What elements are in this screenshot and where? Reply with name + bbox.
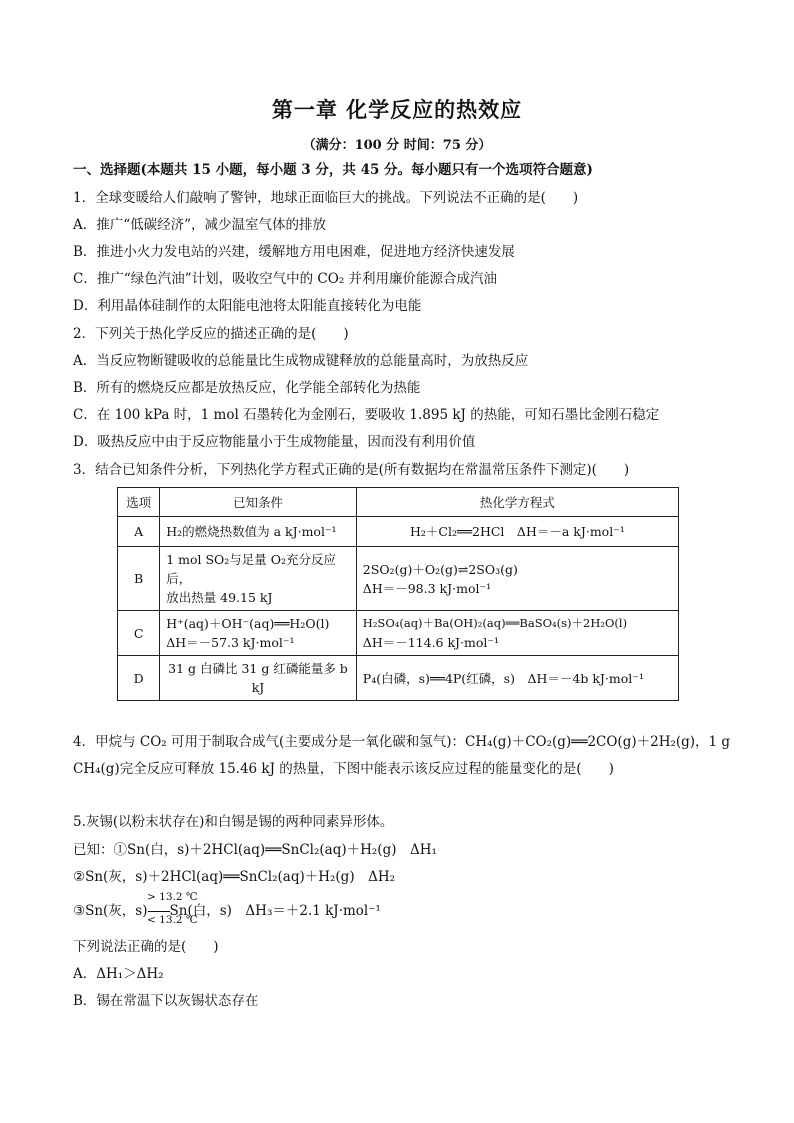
section-heading: 一、选择题(本题共 15 小题，每小题 3 分，共 45 分。每小题只有一个选项符合题意)	[73, 162, 593, 178]
q2-option-d: D．吸热反应中由于反应物能量小于生成物能量，因而没有利用价值	[73, 434, 476, 450]
table-header-row	[118, 488, 679, 517]
q5-option-b: B．锡在常温下以灰锡状态存在	[73, 993, 259, 1009]
equation-line: P₄(白磷，s)══4P(红磷，s) ΔH＝－4b kJ·mol⁻¹	[362, 670, 644, 686]
q1-option-a: A．推广“低碳经济”，减少温室气体的排放	[73, 217, 327, 233]
condition-line: 放出热量 49.15 kJ	[166, 590, 273, 605]
q2-stem: 2．下列关于热化学反应的描述正确的是( )	[73, 326, 349, 342]
condition-line: H₂的燃烧热数值为 a kJ·mol⁻¹	[166, 524, 337, 539]
table-cell-condition	[160, 611, 357, 656]
condition-line: kJ	[251, 680, 265, 695]
q5-condition-above: > 13.2 ℃	[147, 891, 198, 903]
q5-known-3	[73, 901, 381, 921]
equation-line: 2SO₂(g)＋O₂(g)⇌2SO₃(g)	[362, 561, 518, 577]
table-row	[118, 611, 679, 656]
table-cell-condition	[160, 656, 357, 701]
equation-line: H₂SO₄(aq)＋Ba(OH)₂(aq)══BaSO₄(s)＋2H₂O(l)	[362, 616, 628, 630]
q1-stem: 1．全球变暖给人们敲响了警钟，地球正面临巨大的挑战。下列说法不正确的是( )	[73, 190, 579, 206]
q1-option-b: B．推进小火力发电站的兴建，缓解地方用电困难，促进地方经济快速发展	[73, 244, 515, 260]
q2-option-b: B．所有的燃烧反应都是放热反应，化学能全部转化为热能	[73, 380, 421, 396]
q1-option-d: D．利用晶体硅制作的太阳能电池将太阳能直接转化为电能	[73, 298, 422, 314]
equation-line: H₂＋Cl₂══2HCl ΔH＝－a kJ·mol⁻¹	[409, 524, 625, 539]
table-cell-option: C	[118, 611, 160, 656]
equilibrium-arrow	[148, 911, 170, 912]
table-cell-equation	[356, 611, 678, 656]
table-header: 已知条件	[160, 488, 357, 517]
condition-line: ΔH＝－57.3 kJ·mol⁻¹	[166, 635, 295, 650]
q3-stem: 3．结合已知条件分析，下列热化学方程式正确的是(所有数据均在常温常压条件下测定)( )	[73, 462, 630, 478]
score-time-info: （满分：100 分 时间：75 分）	[302, 138, 492, 153]
q2-option-a: A．当反应物断键吸收的总能量比生成物成键释放的总能量高时，为放热反应	[73, 353, 529, 369]
q2-option-c: C．在 100 kPa 时，1 mol 石墨转化为金刚石，要吸收 1.895 kJ 的热能，可知石墨比金刚石稳定	[73, 407, 660, 423]
table-cell-equation	[356, 656, 678, 701]
table-row	[118, 656, 679, 701]
table-cell-option: B	[118, 547, 160, 611]
table-header: 热化学方程式	[356, 488, 678, 517]
equation-line: ΔH＝－114.6 kJ·mol⁻¹	[362, 635, 500, 650]
table-row	[118, 517, 679, 547]
table-header: 选项	[118, 488, 160, 517]
q4-line-2: CH₄(g)完全反应可释放 15.46 kJ 的热量，下图中能表示该反应过程的能量变化的是( )	[73, 761, 614, 777]
q1-option-c: C．推广“绿色汽油”计划，吸收空气中的 CO₂ 并利用廉价能源合成汽油	[73, 271, 498, 287]
q5-known-1: 已知：①Sn(白，s)＋2HCl(aq)══SnCl₂(aq)＋H₂(g) ΔH₁	[73, 842, 437, 858]
equation-line: ΔH＝－98.3 kJ·mol⁻¹	[362, 580, 492, 596]
q5-question: 下列说法正确的是( )	[73, 939, 219, 955]
table-cell-option: A	[118, 517, 160, 547]
condition-line: 1 mol SO₂与足量 O₂充分反应后，	[166, 552, 337, 586]
q3-table	[117, 487, 679, 701]
table-cell-condition	[160, 517, 357, 547]
q5-known-3-left: ③Sn(灰，s)	[73, 903, 148, 919]
table-cell-condition	[160, 547, 357, 611]
q5-condition-below: < 13.2 ℃	[147, 914, 198, 926]
condition-line: H⁺(aq)＋OH⁻(aq)══H₂O(l)	[166, 616, 330, 631]
q5-known-2: ②Sn(灰，s)＋2HCl(aq)══SnCl₂(aq)＋H₂(g) ΔH₂	[73, 869, 396, 885]
table-row	[118, 547, 679, 611]
page-title: 第一章 化学反应的热效应	[271, 97, 523, 122]
q5-known-3-right: Sn(白，s) ΔH₃＝＋2.1 kJ·mol⁻¹	[169, 903, 381, 919]
table-cell-equation	[356, 547, 678, 611]
table-cell-equation	[356, 517, 678, 547]
q4-line-1: 4．甲烷与 CO₂ 可用于制取合成气(主要成分是一氧化碳和氢气)：CH₄(g)＋CO₂(g)══2CO(g)＋2H₂(g)，1 g	[73, 734, 731, 750]
q5-option-a: A．ΔH₁＞ΔH₂	[73, 966, 164, 982]
table-cell-option: D	[118, 656, 160, 701]
condition-line: 31 g 白磷比 31 g 红磷能量多 b	[168, 661, 348, 676]
q5-stem: 5.灰锡(以粉末状存在)和白锡是锡的两种同素异形体。	[73, 814, 394, 830]
